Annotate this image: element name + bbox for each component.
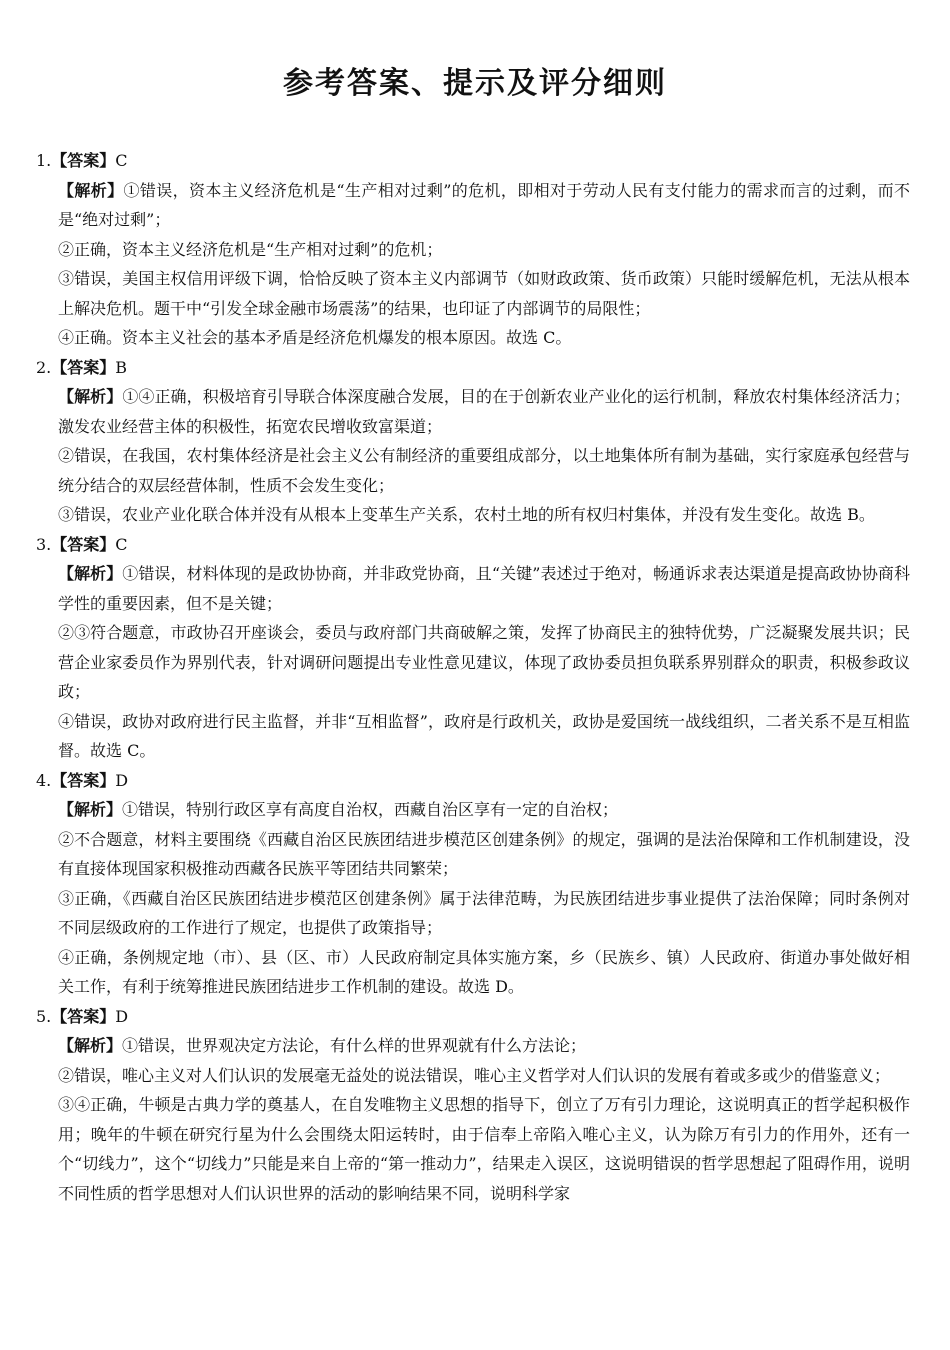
analysis-paragraph bbox=[58, 1031, 910, 1061]
analysis-tag: 【解析】 bbox=[58, 387, 123, 406]
analysis-paragraph: ②不合题意，材料主要围绕《西藏自治区民族团结进步模范区创建条例》的规定，强调的是法治保障和工作机制建设，没有直接体现国家积极推动西藏各民族平等团结共同繁荣； bbox=[58, 829, 910, 878]
analysis-text: ①④正确，积极培育引导联合体深度融合发展，目的在于创新农业产业化的运行机制，释放农村集体经济活力；激发农业经营主体的积极性，拓宽农民增收致富渠道； bbox=[58, 387, 910, 436]
answer-list bbox=[36, 146, 910, 1208]
analysis-paragraph: ②正确，资本主义经济危机是“生产相对过剩”的危机； bbox=[58, 239, 443, 259]
question-number: 3. bbox=[36, 534, 52, 554]
answer-value: B bbox=[115, 357, 128, 377]
analysis-text: ①错误，材料体现的是政协协商，并非政党协商，且“关键”表述过于绝对，畅通诉求表达渠道是提高政协协商科学性的重要因素，但不是关键； bbox=[58, 564, 910, 613]
question-2 bbox=[36, 353, 910, 530]
analysis-paragraph: ④错误，政协对政府进行民主监督，并非“互相监督”，政府是行政机关，政协是爱国统一战线组织，二者关系不是互相监督。故选 C。 bbox=[58, 711, 910, 760]
analysis-paragraph bbox=[58, 382, 910, 441]
question-4 bbox=[36, 766, 910, 1002]
answer-tag: 【答案】 bbox=[51, 357, 116, 377]
analysis-paragraph bbox=[58, 795, 910, 825]
analysis-paragraph bbox=[58, 559, 910, 618]
analysis-text: ①错误，世界观决定方法论，有什么样的世界观就有什么方法论； bbox=[122, 1036, 587, 1055]
analysis-paragraph: ③④正确，牛顿是古典力学的奠基人，在自发唯物主义思想的指导下，创立了万有引力理论，这说明真正的哲学起积极作用；晚年的牛顿在研究行星为什么会围绕太阳运转时，由于信奉上帝陷入唯心主义，认为除万有引力的作用外，还有一个“切线力”，这个“切线力”只能是来自上帝的“第一推动力”，结果走入误区，这说明错误的哲学思想起了阻碍作用，说明不同性质的哲学思想对人们认识世界的活动的影响结果不同，说明科学家 bbox=[58, 1095, 910, 1203]
analysis-tag: 【解析】 bbox=[58, 800, 123, 819]
question-1 bbox=[36, 146, 910, 353]
answer-tag: 【答案】 bbox=[51, 1006, 116, 1026]
answer-value: C bbox=[115, 534, 128, 554]
analysis-paragraph: ②错误，唯心主义对人们认识的发展毫无益处的说法错误，唯心主义哲学对人们认识的发展有着或多或少的借鉴意义； bbox=[58, 1065, 891, 1085]
analysis-paragraph: ③错误，农业产业化联合体并没有从根本上变革生产关系，农村土地的所有权归村集体，并没有发生变化。故选 B。 bbox=[58, 505, 875, 524]
answer-line bbox=[36, 353, 910, 383]
analysis-text: ①错误，特别行政区享有高度自治权，西藏自治区享有一定的自治权； bbox=[122, 800, 619, 819]
question-number: 2. bbox=[36, 357, 52, 377]
question-number: 4. bbox=[36, 770, 52, 790]
question-3 bbox=[36, 530, 910, 766]
answer-tag: 【答案】 bbox=[51, 770, 116, 790]
answer-line bbox=[36, 530, 910, 560]
answer-value: D bbox=[115, 770, 129, 790]
question-5 bbox=[36, 1002, 910, 1209]
analysis-paragraph: ③正确，《西藏自治区民族团结进步模范区创建条例》属于法律范畴，为民族团结进步事业提供了法治保障；同时条例对不同层级政府的工作进行了规定，也提供了政策指导； bbox=[58, 888, 910, 937]
analysis-tag: 【解析】 bbox=[58, 1036, 123, 1055]
analysis-paragraph: ②错误，在我国，农村集体经济是社会主义公有制经济的重要组成部分，以土地集体所有制为基础，实行家庭承包经营与统分结合的双层经营体制，性质不会发生变化； bbox=[58, 446, 910, 495]
question-number: 1. bbox=[36, 151, 52, 170]
answer-line bbox=[36, 1002, 910, 1032]
analysis-paragraph: ④正确。资本主义社会的基本矛盾是经济危机爆发的根本原因。故选 C。 bbox=[58, 328, 572, 347]
analysis-paragraph: ③错误，美国主权信用评级下调，恰恰反映了资本主义内部调节（如财政政策、货币政策）只能时缓解危机，无法从根本上解决危机。题干中“引发全球金融市场震荡”的结果，也印证了内部调节的局限性； bbox=[58, 269, 910, 318]
answer-tag: 【答案】 bbox=[51, 534, 116, 554]
analysis-paragraph: ④正确，条例规定地（市）、县（区、市）人民政府制定具体实施方案，乡（民族乡、镇）人民政府、街道办事处做好相关工作，有利于统筹推进民族团结进步工作机制的建设。故选 D。 bbox=[58, 947, 910, 996]
analysis-tag: 【解析】 bbox=[58, 564, 123, 583]
analysis-paragraph bbox=[58, 176, 910, 235]
analysis-tag: 【解析】 bbox=[58, 180, 124, 200]
answer-value: C bbox=[115, 151, 128, 170]
analysis-text: ①错误，资本主义经济危机是“生产相对过剩”的危机，即相对于劳动人民有支付能力的需求而言的过剩，而不是“绝对过剩”； bbox=[58, 180, 910, 229]
answer-tag: 【答案】 bbox=[51, 151, 116, 170]
question-number: 5. bbox=[36, 1006, 52, 1026]
answer-line bbox=[36, 146, 910, 176]
answer-value: D bbox=[115, 1006, 129, 1026]
page-title: 参考答案、提示及评分细则 bbox=[283, 66, 667, 101]
answer-line bbox=[36, 766, 910, 796]
analysis-paragraph: ②③符合题意，市政协召开座谈会，委员与政府部门共商破解之策，发挥了协商民主的独特优势，广泛凝聚发展共识；民营企业家委员作为界别代表，针对调研问题提出专业性意见建议，体现了政协委员担负联系界别群众的职责，积极参政议政； bbox=[58, 623, 910, 701]
